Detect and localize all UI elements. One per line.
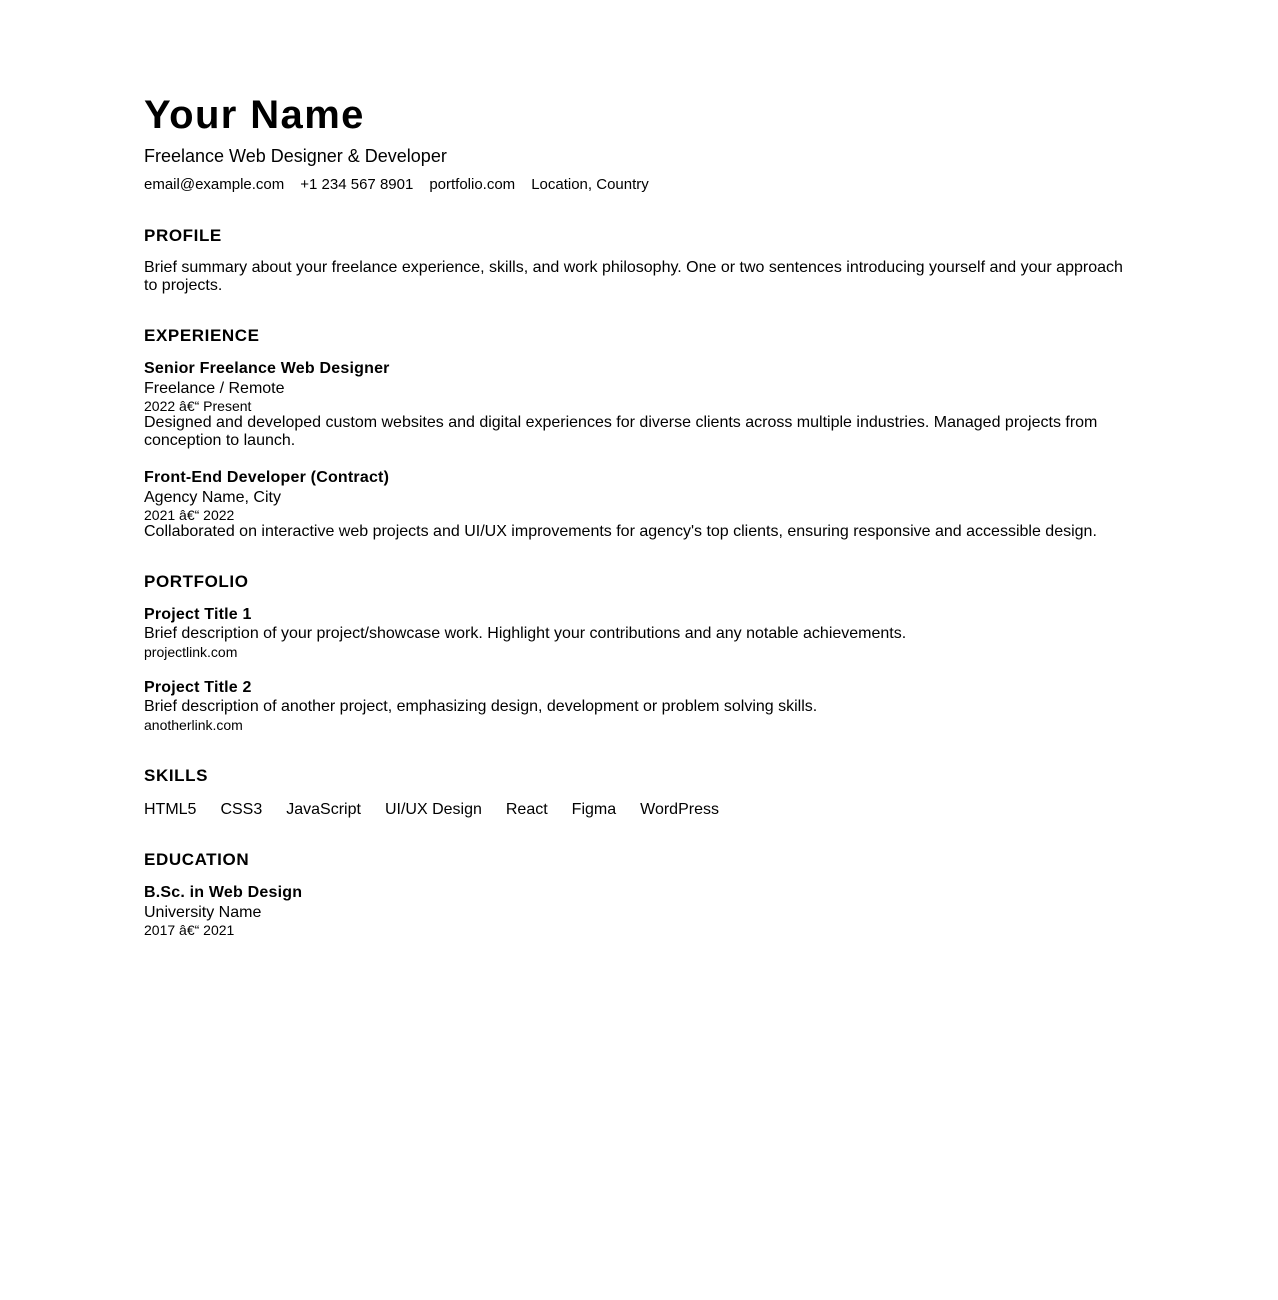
resume-page bbox=[144, 0, 1134, 938]
experience-role: Senior Freelance Web Designer bbox=[144, 360, 390, 377]
job-title: Freelance Web Designer & Developer bbox=[144, 146, 447, 166]
skills-section bbox=[144, 766, 1134, 819]
project-title: Project Title 1 bbox=[144, 606, 252, 623]
skill-item: JavaScript bbox=[286, 801, 361, 818]
section-heading-skills: SKILLS bbox=[144, 766, 209, 785]
experience-item bbox=[144, 468, 1134, 541]
experience-dates: 2022 â€“ Present bbox=[144, 398, 252, 414]
experience-description: Designed and developed custom websites and digital experiences for diverse clients across multiple industries. Managed projects from conception to launch. bbox=[144, 414, 1098, 449]
skill-item: UI/UX Design bbox=[384, 801, 482, 818]
section-heading-profile: PROFILE bbox=[144, 226, 222, 245]
portfolio-item bbox=[144, 605, 1134, 662]
degree-title: B.Sc. in Web Design bbox=[144, 884, 303, 901]
project-description: Brief description of your project/showcase work. Highlight your contributions and any notable achievements. bbox=[144, 625, 907, 642]
project-link[interactable]: projectlink.com bbox=[144, 644, 238, 660]
portfolio-item bbox=[144, 678, 1134, 735]
experience-description: Collaborated on interactive web projects and UI/UX improvements for agency's top clients, ensuring responsive and accessible design. bbox=[144, 523, 1097, 540]
experience-item bbox=[144, 359, 1134, 450]
resume-header bbox=[144, 92, 1134, 194]
contact-email: email@example.com bbox=[144, 176, 285, 193]
contact-phone: +1 234 567 8901 bbox=[300, 176, 414, 193]
experience-dates: 2021 â€“ 2022 bbox=[144, 507, 235, 523]
education-dates: 2017 â€“ 2021 bbox=[144, 922, 235, 938]
skill-item: CSS3 bbox=[220, 801, 263, 818]
section-heading-portfolio: PORTFOLIO bbox=[144, 572, 249, 591]
portfolio-section bbox=[144, 572, 1134, 735]
education-section bbox=[144, 850, 1134, 938]
project-link[interactable]: anotherlink.com bbox=[144, 717, 243, 733]
education-item bbox=[144, 883, 1134, 938]
profile-section bbox=[144, 226, 1134, 295]
project-description: Brief description of another project, emphasizing design, development or problem solving skills. bbox=[144, 698, 818, 715]
skills-list bbox=[144, 800, 1134, 819]
skill-item: WordPress bbox=[640, 801, 719, 818]
section-heading-experience: EXPERIENCE bbox=[144, 326, 260, 345]
skill-item: HTML5 bbox=[144, 801, 197, 818]
experience-section bbox=[144, 326, 1134, 541]
experience-organization: Agency Name, City bbox=[144, 489, 281, 506]
skill-item: Figma bbox=[571, 801, 617, 818]
project-title: Project Title 2 bbox=[144, 679, 252, 696]
profile-summary: Brief summary about your freelance experience, skills, and work philosophy. One or two sentences introducing yourself and your approach to projects. bbox=[144, 259, 1123, 294]
school-name: University Name bbox=[144, 904, 262, 921]
section-heading-education: EDUCATION bbox=[144, 850, 250, 869]
contact-website: portfolio.com bbox=[429, 176, 516, 193]
skill-item: React bbox=[505, 801, 548, 818]
contact-location: Location, Country bbox=[531, 176, 649, 193]
experience-organization: Freelance / Remote bbox=[144, 380, 285, 397]
contact-info bbox=[144, 176, 1134, 194]
experience-role: Front-End Developer (Contract) bbox=[144, 469, 390, 486]
person-name: Your Name bbox=[144, 93, 365, 137]
